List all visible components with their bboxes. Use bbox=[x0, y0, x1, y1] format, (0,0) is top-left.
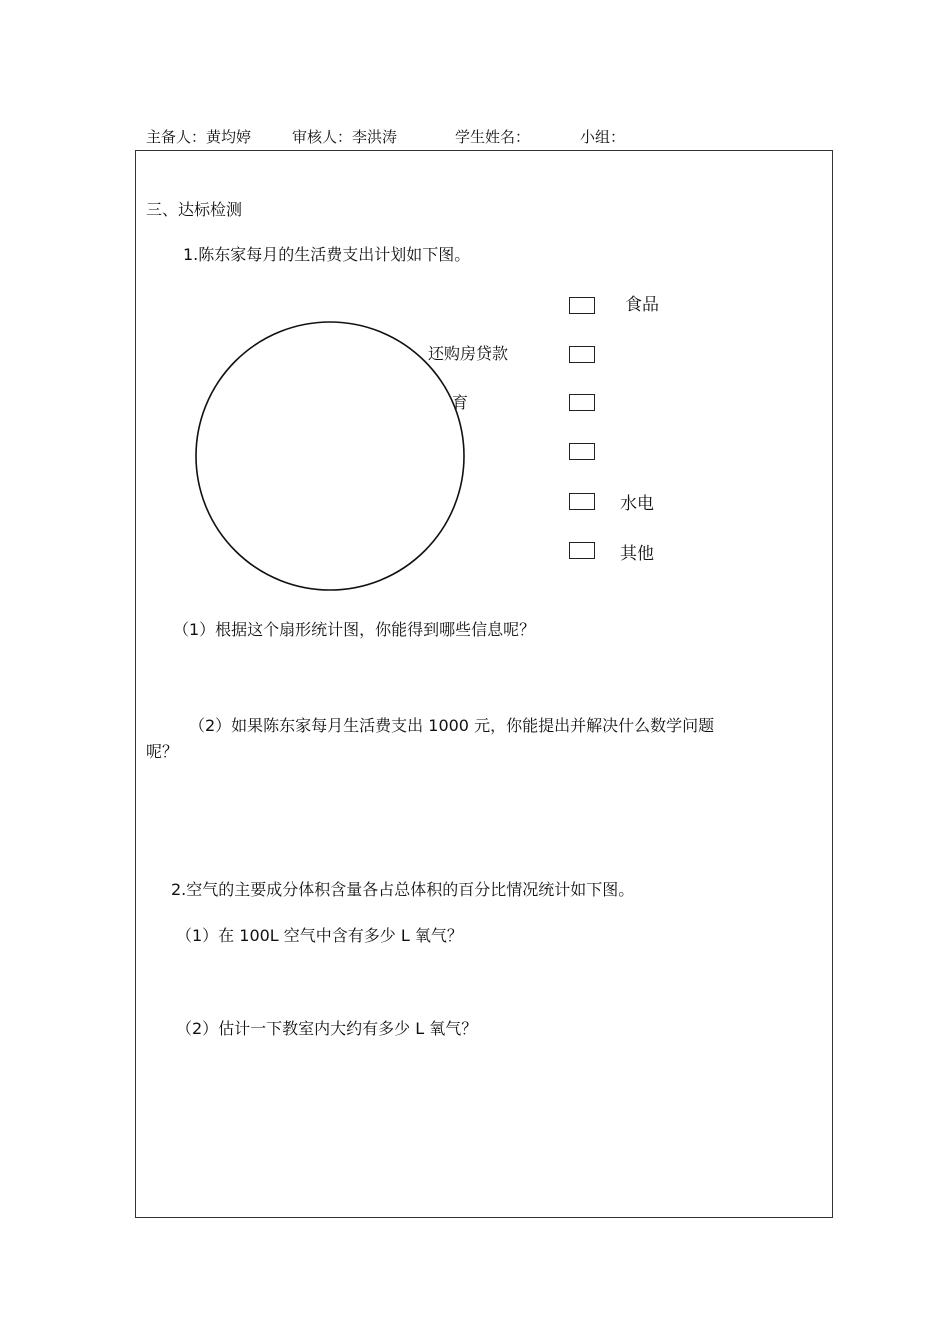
legend-swatch-2 bbox=[569, 346, 595, 363]
legend-swatch-other bbox=[569, 542, 595, 559]
question-1-part-2-line-2: 呢？ bbox=[146, 742, 179, 761]
question-2-part-1: （1）在 100L 空气中含有多少 L 氧气？ bbox=[176, 926, 463, 945]
section-title: 三、达标检测 bbox=[146, 200, 243, 219]
question-1-part-1: （1）根据这个扇形统计图，你能得到哪些信息呢？ bbox=[173, 620, 536, 639]
question-2-part-2: （2）估计一下教室内大约有多少 L 氧气？ bbox=[176, 1019, 478, 1038]
legend-swatch-utilities bbox=[569, 493, 595, 510]
worksheet-frame bbox=[135, 150, 833, 1218]
reviewer-label: 审核人：李洪涛 bbox=[292, 128, 398, 146]
legend-label-other: 其他 bbox=[620, 544, 654, 564]
legend-swatch-food bbox=[569, 297, 595, 314]
student-name-label: 学生姓名： bbox=[455, 128, 531, 146]
pie-label-partial: 育 bbox=[452, 393, 469, 412]
pie-label-mortgage: 还购房贷款 bbox=[428, 344, 509, 363]
group-label: 小组： bbox=[580, 128, 626, 146]
preparer-label: 主备人：黄均婷 bbox=[146, 128, 252, 146]
question-1-part-2-line-1: （2）如果陈东家每月生活费支出 1000 元，你能提出并解决什么数学问题 bbox=[189, 716, 715, 735]
legend-label-food: 食品 bbox=[625, 295, 659, 315]
legend-swatch-4 bbox=[569, 443, 595, 460]
legend-swatch-3 bbox=[569, 394, 595, 411]
question-2-title: 2.空气的主要成分体积含量各占总体积的百分比情况统计如下图。 bbox=[171, 880, 635, 899]
legend-label-utilities: 水电 bbox=[620, 494, 654, 514]
question-1-title: 1.陈东家每月的生活费支出计划如下图。 bbox=[183, 245, 471, 264]
